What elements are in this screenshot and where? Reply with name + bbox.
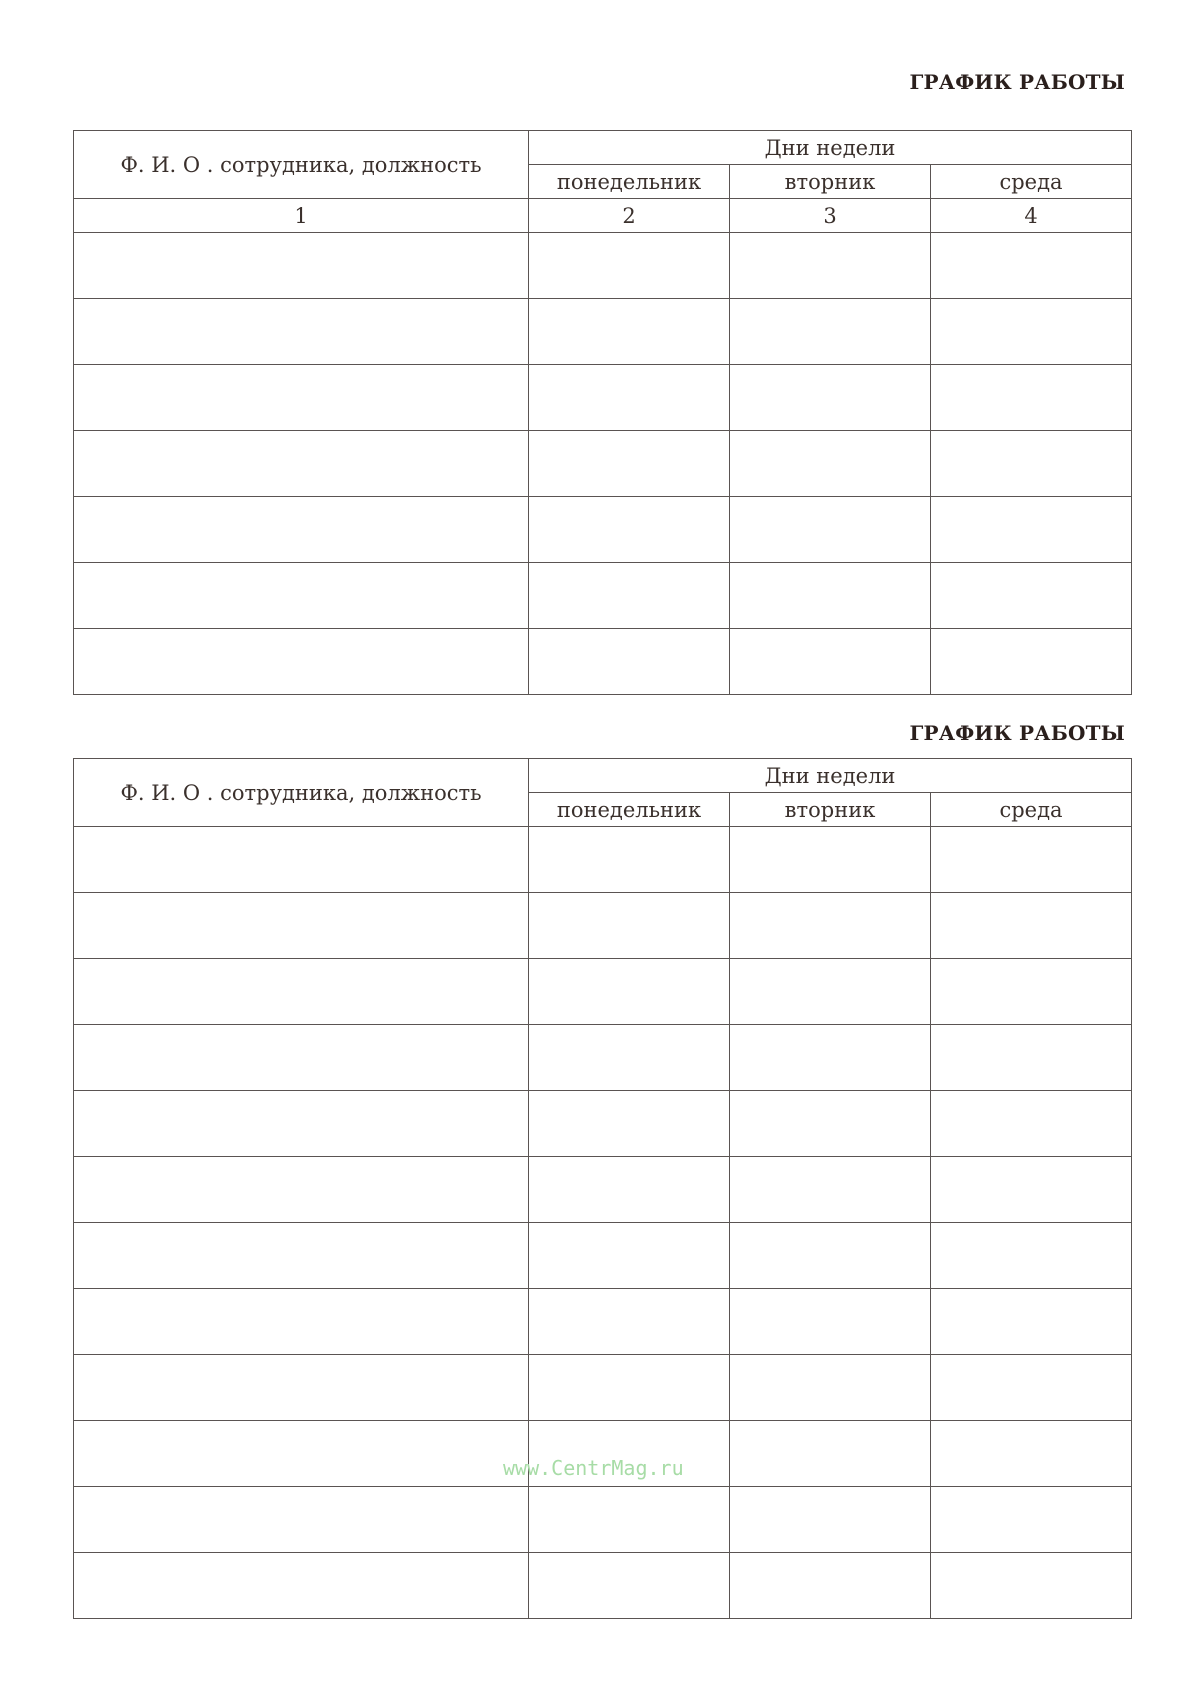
name-cell[interactable] — [74, 1157, 529, 1223]
monday-cell[interactable] — [529, 497, 730, 563]
tuesday-cell[interactable] — [730, 1355, 931, 1421]
wednesday-cell[interactable] — [931, 1091, 1132, 1157]
table-row — [74, 1025, 1132, 1091]
name-cell[interactable] — [74, 365, 529, 431]
wednesday-cell[interactable] — [931, 563, 1132, 629]
name-cell[interactable] — [74, 1355, 529, 1421]
monday-cell[interactable] — [529, 1553, 730, 1619]
tuesday-cell[interactable] — [730, 1025, 931, 1091]
schedule-table-1 — [73, 130, 1132, 695]
name-cell[interactable] — [74, 1091, 529, 1157]
tuesday-cell[interactable] — [730, 827, 931, 893]
tuesday-cell[interactable] — [730, 629, 931, 695]
monday-cell[interactable] — [529, 893, 730, 959]
day-header-monday: понедельник — [529, 793, 730, 827]
schedule-body-1 — [74, 233, 1132, 695]
table-row — [74, 1289, 1132, 1355]
column-number: 3 — [730, 199, 931, 233]
name-position-header: Ф. И. О . сотрудника, должность — [74, 131, 529, 199]
wednesday-cell[interactable] — [931, 1223, 1132, 1289]
tuesday-cell[interactable] — [730, 1157, 931, 1223]
table-row — [74, 431, 1132, 497]
monday-cell[interactable] — [529, 1223, 730, 1289]
days-of-week-header: Дни недели — [529, 759, 1132, 793]
name-cell[interactable] — [74, 893, 529, 959]
wednesday-cell[interactable] — [931, 233, 1132, 299]
monday-cell[interactable] — [529, 959, 730, 1025]
name-cell[interactable] — [74, 1289, 529, 1355]
tuesday-cell[interactable] — [730, 1487, 931, 1553]
name-cell[interactable] — [74, 431, 529, 497]
monday-cell[interactable] — [529, 629, 730, 695]
table-row — [74, 497, 1132, 563]
day-header-tuesday: вторник — [730, 793, 931, 827]
table-row — [74, 1157, 1132, 1223]
table-row — [74, 629, 1132, 695]
name-cell[interactable] — [74, 1487, 529, 1553]
schedule-body-2 — [74, 827, 1132, 1619]
name-cell[interactable] — [74, 629, 529, 695]
day-header-wednesday: среда — [931, 793, 1132, 827]
watermark: www.CentrMag.ru — [503, 1456, 684, 1480]
name-cell[interactable] — [74, 299, 529, 365]
tuesday-cell[interactable] — [730, 1553, 931, 1619]
table-row — [74, 893, 1132, 959]
name-cell[interactable] — [74, 827, 529, 893]
tuesday-cell[interactable] — [730, 431, 931, 497]
monday-cell[interactable] — [529, 1487, 730, 1553]
wednesday-cell[interactable] — [931, 827, 1132, 893]
name-position-header: Ф. И. О . сотрудника, должность — [74, 759, 529, 827]
tuesday-cell[interactable] — [730, 1421, 931, 1487]
tuesday-cell[interactable] — [730, 893, 931, 959]
tuesday-cell[interactable] — [730, 299, 931, 365]
monday-cell[interactable] — [529, 1157, 730, 1223]
tuesday-cell[interactable] — [730, 365, 931, 431]
name-cell[interactable] — [74, 233, 529, 299]
table-row — [74, 563, 1132, 629]
day-header-wednesday: среда — [931, 165, 1132, 199]
column-number: 1 — [74, 199, 529, 233]
tuesday-cell[interactable] — [730, 959, 931, 1025]
name-cell[interactable] — [74, 959, 529, 1025]
wednesday-cell[interactable] — [931, 431, 1132, 497]
monday-cell[interactable] — [529, 365, 730, 431]
monday-cell[interactable] — [529, 1355, 730, 1421]
wednesday-cell[interactable] — [931, 1355, 1132, 1421]
wednesday-cell[interactable] — [931, 629, 1132, 695]
page-title-2: ГРАФИК РАБОТЫ — [909, 721, 1125, 745]
wednesday-cell[interactable] — [931, 299, 1132, 365]
schedule-table-2 — [73, 758, 1132, 1619]
monday-cell[interactable] — [529, 1025, 730, 1091]
monday-cell[interactable] — [529, 233, 730, 299]
table-row — [74, 1553, 1132, 1619]
table-row — [74, 1091, 1132, 1157]
monday-cell[interactable] — [529, 1091, 730, 1157]
wednesday-cell[interactable] — [931, 893, 1132, 959]
wednesday-cell[interactable] — [931, 1553, 1132, 1619]
name-cell[interactable] — [74, 1421, 529, 1487]
column-number: 4 — [931, 199, 1132, 233]
table-row — [74, 1355, 1132, 1421]
day-header-tuesday: вторник — [730, 165, 931, 199]
tuesday-cell[interactable] — [730, 1289, 931, 1355]
table-row — [74, 365, 1132, 431]
wednesday-cell[interactable] — [931, 365, 1132, 431]
tuesday-cell[interactable] — [730, 1223, 931, 1289]
days-of-week-header: Дни недели — [529, 131, 1132, 165]
name-cell[interactable] — [74, 497, 529, 563]
tuesday-cell[interactable] — [730, 1091, 931, 1157]
wednesday-cell[interactable] — [931, 1157, 1132, 1223]
monday-cell[interactable] — [529, 1289, 730, 1355]
table-row — [74, 959, 1132, 1025]
monday-cell[interactable] — [529, 563, 730, 629]
name-cell[interactable] — [74, 1223, 529, 1289]
tuesday-cell[interactable] — [730, 497, 931, 563]
monday-cell[interactable] — [529, 827, 730, 893]
name-cell[interactable] — [74, 1025, 529, 1091]
wednesday-cell[interactable] — [931, 1289, 1132, 1355]
table-row — [74, 233, 1132, 299]
wednesday-cell[interactable] — [931, 1025, 1132, 1091]
tuesday-cell[interactable] — [730, 563, 931, 629]
name-cell[interactable] — [74, 1553, 529, 1619]
page-title-1: ГРАФИК РАБОТЫ — [909, 70, 1125, 94]
table-row — [74, 299, 1132, 365]
table-row — [74, 827, 1132, 893]
wednesday-cell[interactable] — [931, 1487, 1132, 1553]
day-header-monday: понедельник — [529, 165, 730, 199]
tuesday-cell[interactable] — [730, 233, 931, 299]
wednesday-cell[interactable] — [931, 1421, 1132, 1487]
monday-cell[interactable] — [529, 431, 730, 497]
wednesday-cell[interactable] — [931, 497, 1132, 563]
table-row — [74, 1487, 1132, 1553]
wednesday-cell[interactable] — [931, 959, 1132, 1025]
table-row — [74, 1223, 1132, 1289]
name-cell[interactable] — [74, 563, 529, 629]
column-number: 2 — [529, 199, 730, 233]
monday-cell[interactable] — [529, 299, 730, 365]
